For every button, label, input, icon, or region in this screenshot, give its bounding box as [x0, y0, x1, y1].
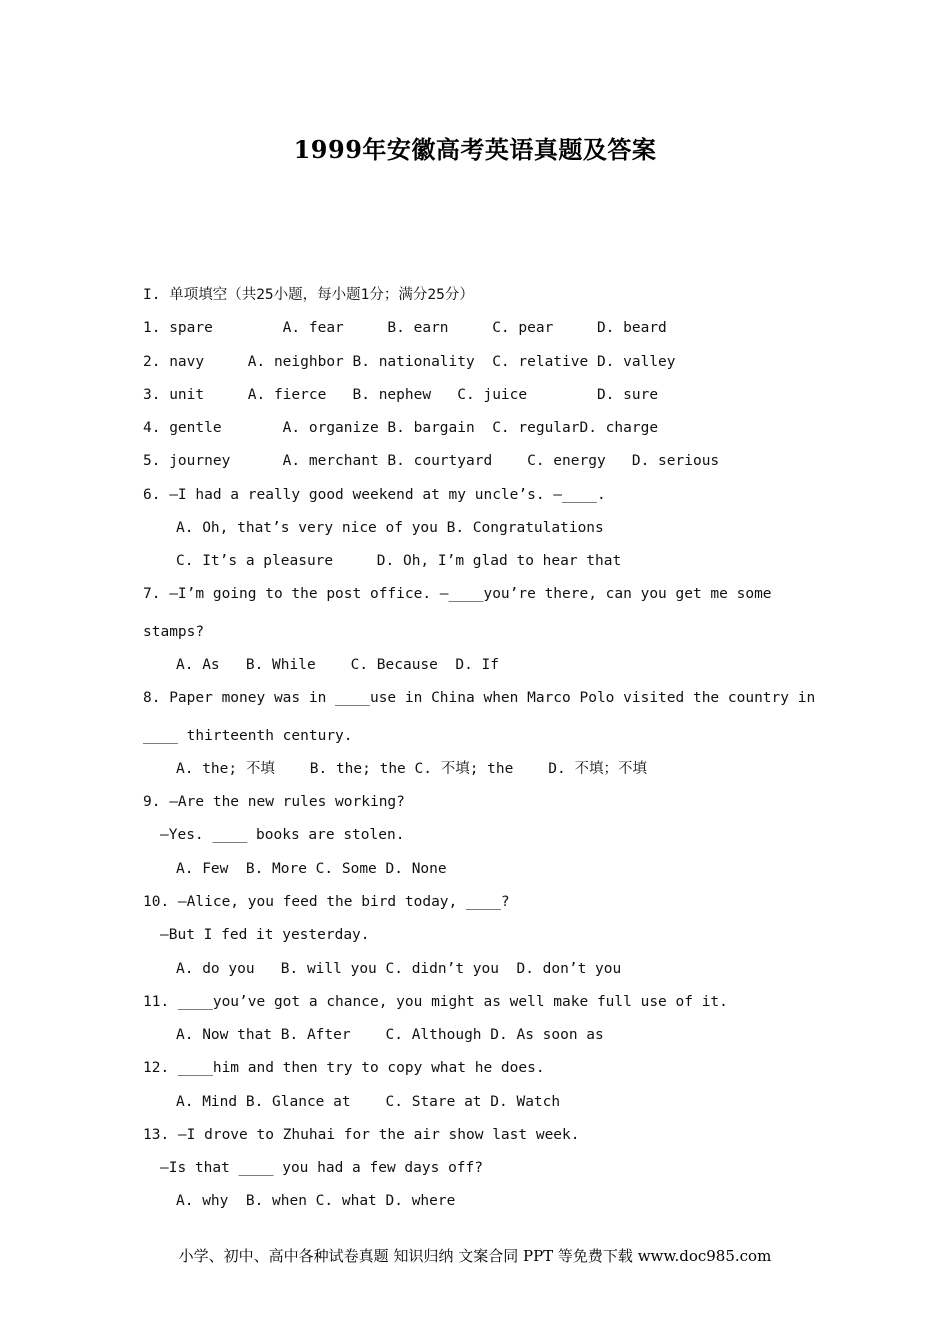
- answer-options: A. Now that B. After C. Although D. As soon as: [176, 1027, 604, 1043]
- question-line: —But I fed it yesterday.: [160, 927, 370, 943]
- question-line: 8. Paper money was in ____use in China when Marco Polo visited the country in: [143, 690, 816, 706]
- question-line: 13. —I drove to Zhuhai for the air show last week.: [143, 1127, 580, 1143]
- question-line: 1. spare A. fear B. earn C. pear D. beard: [143, 320, 667, 336]
- question-line: 10. —Alice, you feed the bird today, ____?: [143, 894, 510, 910]
- question-line: 12. ____him and then try to copy what he does.: [143, 1060, 545, 1076]
- question-line: 9. —Are the new rules working?: [143, 794, 405, 810]
- question-line: stamps?: [143, 624, 205, 640]
- answer-options: A. As B. While C. Because D. If: [176, 657, 500, 673]
- answer-options: A. the; 不填 B. the; the C. 不填; the D. 不填；不填: [176, 761, 647, 777]
- document-title: 1999年安徽高考英语真题及答案: [293, 135, 657, 164]
- answer-options: A. Oh, that’s very nice of you B. Congratulations: [176, 520, 604, 536]
- question-line: 2. navy A. neighbor B. nationality C. relative D. valley: [143, 354, 676, 370]
- answer-options: C. It’s a pleasure D. Oh, I’m glad to hear that: [176, 553, 622, 569]
- question-line: 6. —I had a really good weekend at my uncle’s. —____.: [143, 487, 606, 503]
- question-line: 4. gentle A. organize B. bargain C. regularD. charge: [143, 420, 659, 436]
- answer-options: A. why B. when C. what D. where: [176, 1193, 456, 1209]
- question-line: —Yes. ____ books are stolen.: [160, 827, 405, 843]
- question-line: —Is that ____ you had a few days off?: [160, 1160, 484, 1176]
- answer-options: A. Few B. More C. Some D. None: [176, 861, 447, 877]
- section-heading: I. 单项填空（共25小题，每小题1分；满分25分）: [143, 287, 474, 303]
- question-line: 3. unit A. fierce B. nephew C. juice D. sure: [143, 387, 659, 403]
- question-line: ____ thirteenth century.: [143, 728, 353, 744]
- footer-text: 小学、初中、高中各种试卷真题 知识归纳 文案合同 PPT 等免费下载 www.doc985.com: [178, 1247, 772, 1265]
- answer-options: A. do you B. will you C. didn’t you D. don’t you: [176, 961, 622, 977]
- question-line: 7. —I’m going to the post office. —____you’re there, can you get me some: [143, 586, 772, 602]
- question-line: 5. journey A. merchant B. courtyard C. energy D. serious: [143, 453, 720, 469]
- question-line: 11. ____you’ve got a chance, you might as well make full use of it.: [143, 994, 728, 1010]
- answer-options: A. Mind B. Glance at C. Stare at D. Watch: [176, 1094, 561, 1110]
